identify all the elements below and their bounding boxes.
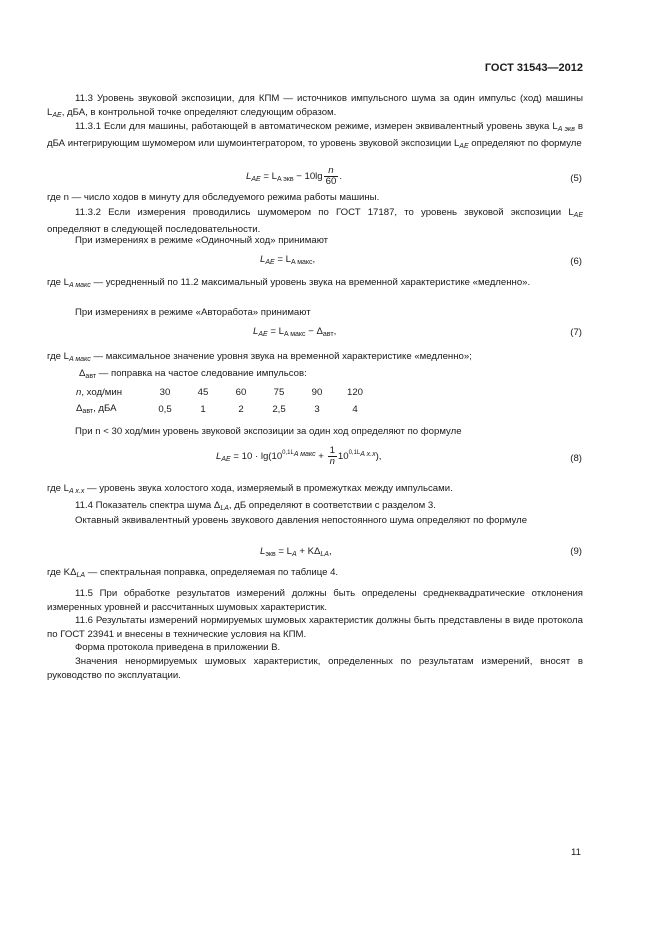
n-less-30: При n < 30 ход/мин уровень звуковой экспозиции за один ход определяют по формуле (75, 426, 462, 437)
page-header: ГОСТ 31543—2012 (484, 62, 583, 74)
auto-mode: При измерениях в режиме «Авторабота» принимают (75, 307, 311, 318)
page-number: 11 (571, 847, 581, 858)
formula-6-number: (6) (570, 256, 582, 267)
formula-7-number: (7) (570, 327, 582, 338)
delta-definition: $\Delta_{авт}$ — поправка на частое следование импульсов: (79, 368, 307, 380)
paragraph-11-6: 11.6 Результаты измерений нормируемых шумовых характеристик должны быть представлены в виде протокола по ГОСТ 23941 и внесены в технические условия на КПМ. (47, 615, 583, 640)
where-lmax-2: где $L_{A макс}$ — максимальное значение уровня звука на временной характеристике «медленно»; (47, 351, 472, 363)
formula-5-number: (5) (570, 173, 582, 184)
paragraph-11-3-2: 11.3.2 Если измерения проводились шумомером по ГОСТ 17187, то уровень звуковой экспозиции $L_{AE}$ определяют в следующей последовательности. (47, 207, 583, 235)
paragraph-11-3: 11.3 Уровень звуковой экспозиции, для КПМ — источников импульсного шума за один импульс (ход) машины $L_{AE}$, дБА, в контрольной точке определяют следующим образом. (47, 93, 583, 119)
single-stroke-mode: При измерениях в режиме «Одиночный ход» принимают (75, 235, 329, 246)
where-n: где n — число ходов в минуту для обследуемого режима работы машины. (47, 192, 380, 203)
where-lmax-1: где $L_{A макс}$ — усредненный по 11.2 максимальный уровень звука на временной характеристике «медленно». (47, 277, 531, 289)
formula-8-number: (8) (570, 453, 582, 464)
delta-table (76, 387, 378, 415)
octave-paragraph: Октавный эквивалентный уровень звукового давления непостоянного шума определяют по формуле (75, 515, 528, 526)
formula-6: $L_{AE} = L_{A макс}$, (260, 254, 316, 266)
table-row: $\Delta_{авт}$, дБА 0,5 1 2 2,5 3 4 (76, 398, 378, 415)
formula-5: $L_{AE} = L_{A экв} - 10\lg$ $\frac{n}{60}$ . (246, 165, 342, 187)
formula-9: $L_{экв} = L_A + K\Delta_{LA}$, (260, 546, 332, 558)
protocol-form: Форма протокола приведена в приложении В. (75, 642, 281, 653)
where-lxx: где $L_{A х.х}$ — уровень звука холостого хода, измеряемый в промежутках между импульсами. (47, 483, 453, 495)
formula-8: $L_{AE} = 10 \cdot \lg(10^{0,1L_{A макс}}$ + $\frac{1}{n}$ $10^{0,1L_{A х.х}}$), (216, 445, 382, 467)
formula-9-number: (9) (570, 546, 582, 557)
formula-7: $L_{AE} = L_{A макс} - \Delta_{авт}$, (253, 326, 337, 338)
where-k: где $K\Delta_{LA}$ — спектральная поправка, определяемая по таблице 4. (47, 567, 339, 579)
table-row: n, ход/мин 30 45 60 75 90 120 (76, 387, 363, 398)
paragraph-11-5: 11.5 При обработке результатов измерений должны быть определены среднеквадратические отклонения измеренных уровней и рассчитанных шумовых характеристик. (47, 588, 583, 613)
paragraph-11-3-1: 11.3.1 Если для машины, работающей в автоматическом режиме, измерен эквивалентный уровень звука $L_{A экв}$ в дБА интегрирующим шумомером или шумоинтегратором, то уровень звуковой экспозиции $L_{AE}$ определяют по формуле (47, 121, 583, 150)
table-label: $\Delta_{авт}$, дБА (76, 403, 117, 415)
table-label: n, ход/мин (76, 387, 123, 398)
paragraph-11-4: 11.4 Показатель спектра шума $\Delta_{LA}$, дБ определяют в соответствии с разделом 3. (75, 500, 436, 512)
unregulated-values: Значения ненормируемых шумовых характеристик, определенных по результатам измерений, вносят в руководство по эксплуатации. (47, 656, 583, 681)
